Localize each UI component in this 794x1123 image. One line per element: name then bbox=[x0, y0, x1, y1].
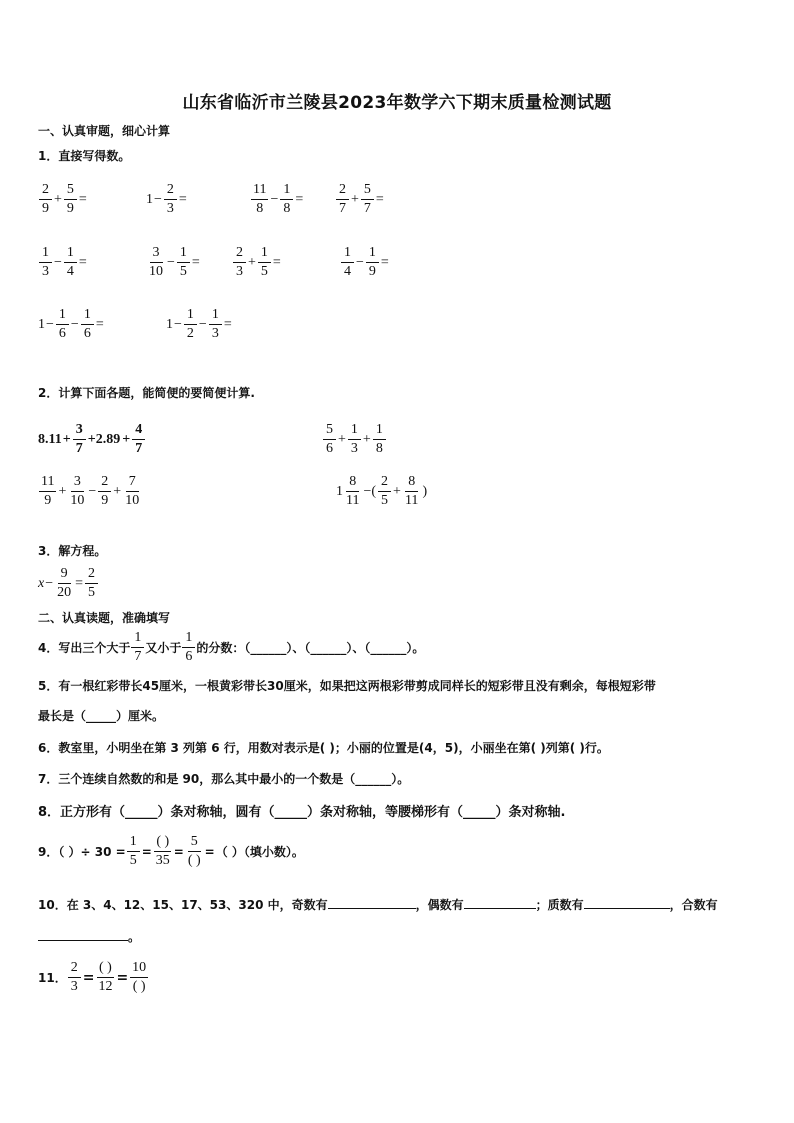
q1-expr-1: $\frac{2}{9}$ + $\frac{5}{9}$ = bbox=[38, 182, 88, 217]
q3-equation: x − $\frac{9}{20}$ = $\frac{2}{5}$ bbox=[38, 566, 99, 601]
q2-expr-4: 1 $\frac{8}{11}$ −( $\frac{2}{5}$ + $\frac{8}{11}$ ) bbox=[336, 474, 428, 508]
fraction: $\frac{5}{( )}$ bbox=[187, 834, 201, 868]
q1-expr-2: 1 − $\frac{2}{3}$ = bbox=[146, 182, 187, 216]
q1-expr-5: $\frac{1}{3}$ − $\frac{1}{4}$ = bbox=[38, 245, 88, 280]
fraction: $\frac{1}{3}$ bbox=[209, 307, 222, 342]
question-10-line-2: 。 bbox=[38, 928, 140, 945]
q1-expr-10: 1 − $\frac{1}{2}$ − $\frac{1}{3}$ = bbox=[166, 307, 232, 341]
question-6: 6．教室里，小明坐在第 3 列第 6 行，用数对表示是( )；小丽的位置是(4，5)，小丽坐在第( )列第( )行。 bbox=[38, 741, 609, 755]
fraction: $\frac{1}{5}$ bbox=[127, 834, 140, 869]
answer-blank[interactable] bbox=[38, 928, 128, 941]
answer-blank[interactable] bbox=[328, 896, 416, 909]
page-title: 山东省临沂市兰陵县2023年数学六下期末质量检测试题 bbox=[182, 93, 612, 113]
fraction: $\frac{3}{10}$ bbox=[149, 245, 163, 279]
fraction: $\frac{11}{8}$ bbox=[253, 182, 267, 216]
fraction: $\frac{1}{3}$ bbox=[39, 245, 52, 280]
question-9: 9．（ ）÷ 30 = $\frac{1}{5}$ = $\frac{( )}{35}$ = $\frac{5}{( )}$ = （ ）（填小数）。 bbox=[38, 834, 304, 868]
section-heading-2: 二、认真读题，准确填写 bbox=[38, 611, 171, 625]
fraction: $\frac{8}{11}$ bbox=[346, 474, 360, 508]
fraction: $\frac{3}{7}$ bbox=[73, 422, 86, 457]
fraction: $\frac{1}{6}$ bbox=[56, 307, 69, 342]
fraction: $\frac{2}{3}$ bbox=[233, 245, 246, 280]
fraction: $\frac{1}{9}$ bbox=[366, 245, 379, 280]
question-7: 7．三个连续自然数的和是 90，那么其中最小的一个数是（______）。 bbox=[38, 772, 410, 786]
question-2-label: 2．计算下面各题，能简便的要简便计算. bbox=[38, 386, 255, 400]
fraction: $\frac{5}{9}$ bbox=[64, 182, 77, 217]
fraction: $\frac{1}{5}$ bbox=[177, 245, 190, 280]
fraction: $\frac{1}{2}$ bbox=[184, 307, 197, 342]
fraction: $\frac{2}{9}$ bbox=[39, 182, 52, 217]
section-heading-1: 一、认真审题，细心计算 bbox=[38, 124, 171, 138]
fraction: $\frac{1}{6}$ bbox=[182, 630, 195, 665]
fraction: $\frac{1}{4}$ bbox=[341, 245, 354, 280]
fraction: $\frac{5}{7}$ bbox=[361, 182, 374, 217]
q2-expr-3: $\frac{11}{9}$ + $\frac{3}{10}$ − $\frac{2}{9}$ + $\frac{7}{10}$ bbox=[41, 474, 140, 508]
q1-expr-9: 1 − $\frac{1}{6}$ − $\frac{1}{6}$ = bbox=[38, 307, 104, 341]
fraction: $\frac{( )}{12}$ bbox=[98, 960, 113, 994]
fraction: $\frac{1}{4}$ bbox=[64, 245, 77, 280]
fraction: $\frac{( )}{35}$ bbox=[155, 834, 170, 868]
fraction: $\frac{2}{3}$ bbox=[68, 960, 81, 995]
q2-expr-1: 8.11 + $\frac{3}{7}$ +2.89 + $\frac{4}{7}$ bbox=[38, 422, 146, 457]
question-3-label: 3．解方程。 bbox=[38, 544, 107, 558]
q1-expr-8: $\frac{1}{4}$ − $\frac{1}{9}$ = bbox=[340, 245, 390, 280]
question-8: 8．正方形有（_____）条对称轴，圆有（_____）条对称轴，等腰梯形有（_____）条对称轴. bbox=[38, 805, 566, 820]
question-5-line-1: 5．有一根红彩带长45厘米，一根黄彩带长30厘米，如果把这两根彩带剪成同样长的短彩带且没有剩余，每根短彩带 bbox=[38, 679, 656, 693]
q1-expr-4: $\frac{2}{7}$ + $\frac{5}{7}$ = bbox=[335, 182, 385, 217]
fraction: $\frac{8}{11}$ bbox=[404, 474, 419, 508]
fraction: $\frac{1}{3}$ bbox=[348, 422, 361, 457]
fraction: $\frac{2}{7}$ bbox=[336, 182, 349, 217]
fraction: $\frac{1}{8}$ bbox=[280, 182, 293, 217]
fraction: $\frac{1}{7}$ bbox=[131, 630, 144, 665]
fraction: $\frac{9}{20}$ bbox=[57, 566, 72, 600]
fraction: $\frac{2}{5}$ bbox=[378, 474, 391, 509]
fraction: $\frac{2}{9}$ bbox=[98, 474, 111, 509]
fraction: $\frac{2}{5}$ bbox=[85, 566, 98, 601]
q1-expr-6: $\frac{3}{10}$ − $\frac{1}{5}$ = bbox=[149, 245, 200, 279]
fraction: $\frac{2}{3}$ bbox=[164, 182, 177, 217]
fraction: $\frac{4}{7}$ bbox=[132, 422, 145, 457]
fraction: $\frac{3}{10}$ bbox=[70, 474, 85, 508]
question-10-line-1: 10．在 3、4、12、15、17、53、320 中，奇数有 ，偶数有 ；质数有 ，合数有 bbox=[38, 898, 718, 912]
question-5-line-2: 最长是（_____）厘米。 bbox=[38, 709, 165, 723]
fraction: $\frac{1}{8}$ bbox=[373, 422, 386, 457]
q2-expr-2: $\frac{5}{6}$ + $\frac{1}{3}$ + $\frac{1}{8}$ bbox=[322, 422, 387, 457]
fraction: $\frac{11}{9}$ bbox=[41, 474, 55, 508]
fraction: $\frac{7}{10}$ bbox=[125, 474, 140, 508]
question-11: 11． $\frac{2}{3}$ = $\frac{( )}{12}$ = $\frac{10}{( )}$ bbox=[38, 960, 147, 994]
answer-blank[interactable] bbox=[464, 896, 536, 909]
answer-blank[interactable] bbox=[584, 896, 670, 909]
fraction: $\frac{1}{5}$ bbox=[258, 245, 271, 280]
fraction: $\frac{1}{6}$ bbox=[81, 307, 94, 342]
question-1-label: 1．直接写得数。 bbox=[38, 149, 131, 163]
question-4: 4．写出三个大于 $\frac{1}{7}$ 又小于 $\frac{1}{6}$ 的分数：（______）、（______）、（______）。 bbox=[38, 630, 425, 664]
q1-expr-3: $\frac{11}{8}$ − $\frac{1}{8}$ = bbox=[253, 182, 304, 216]
q1-expr-7: $\frac{2}{3}$ + $\frac{1}{5}$ = bbox=[232, 245, 282, 280]
fraction: $\frac{5}{6}$ bbox=[323, 422, 336, 457]
fraction: $\frac{10}{( )}$ bbox=[132, 960, 147, 994]
